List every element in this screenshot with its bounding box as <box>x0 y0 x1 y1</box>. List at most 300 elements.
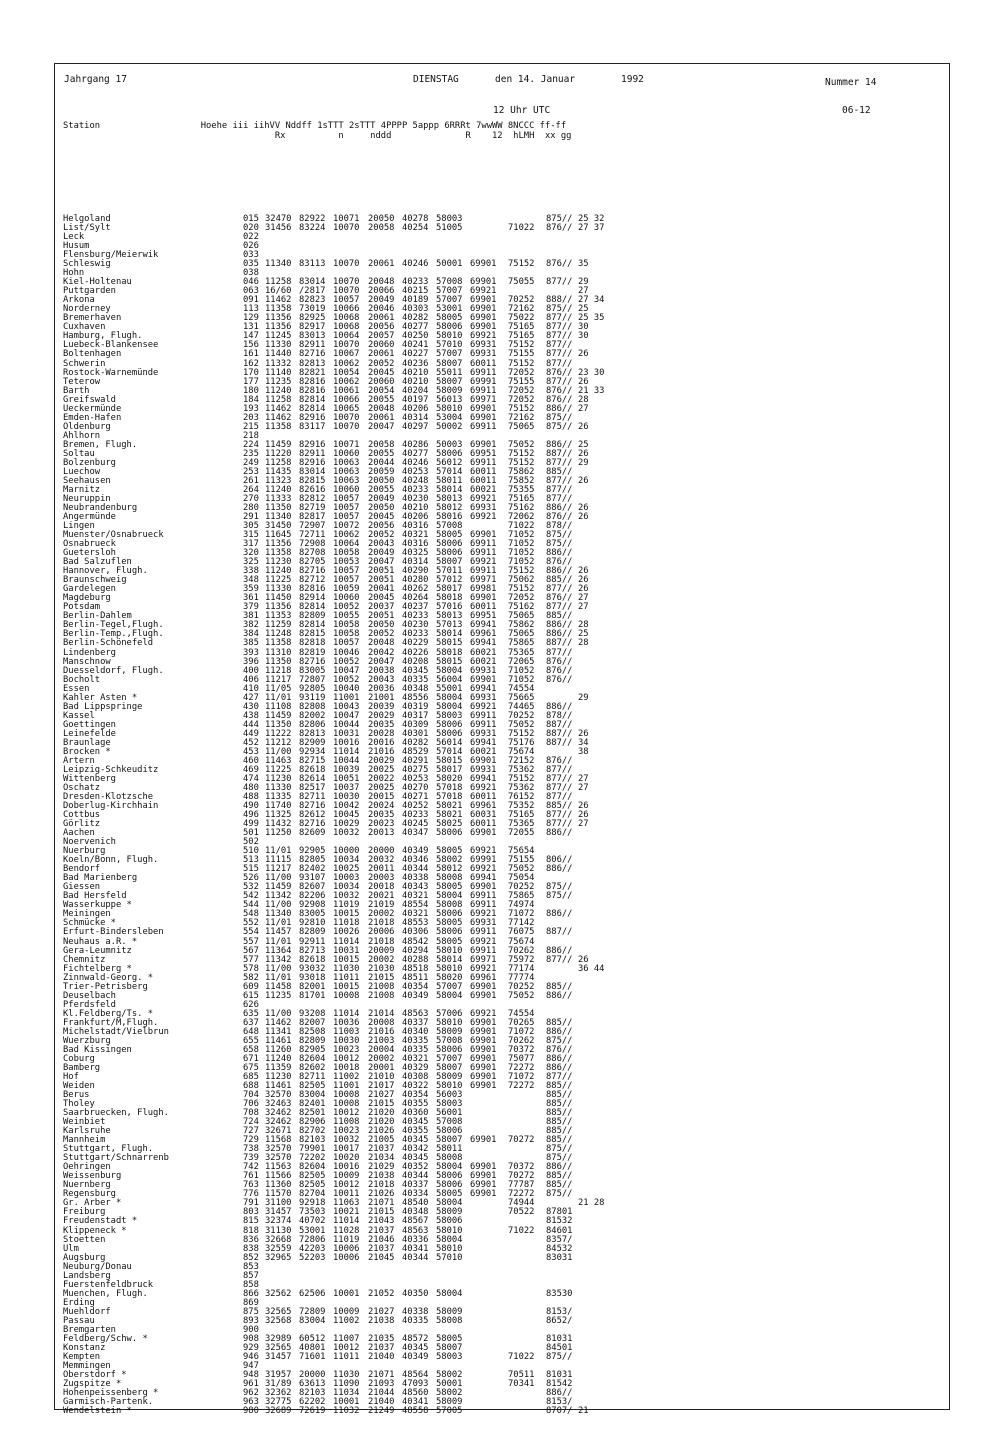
cell-1sTTT: 10044 <box>333 755 360 766</box>
cell-iii: 035 <box>243 259 259 270</box>
cell-5appp: 58006 <box>436 539 463 550</box>
cell-5appp: 50002 <box>436 421 463 432</box>
cell-iii: 020 <box>243 223 259 234</box>
cell-iihVV: 11310 <box>265 647 292 658</box>
cell-4PPPP: 40349 <box>402 990 429 1001</box>
cell-2sTTT: 20061 <box>368 412 395 423</box>
cell-7wwWW: 75152 <box>508 448 535 459</box>
cell-Nddff: 93107 <box>299 873 326 884</box>
cell-iii: 022 <box>243 232 259 243</box>
cell-2sTTT: 20008 <box>368 1017 395 1028</box>
cell-1sTTT: 10058 <box>333 629 360 640</box>
cell-iihVV: 11245 <box>265 331 292 342</box>
cell-2sTTT: 20048 <box>368 403 395 414</box>
cell-ff-ff: 26 <box>578 575 589 586</box>
cell-iii: 727 <box>243 1126 259 1137</box>
cell-station: Luebeck-Blankensee <box>63 340 159 351</box>
cell-station: Essen <box>63 683 90 694</box>
nummer: Nummer 14 <box>825 77 877 88</box>
cell-5appp: 58009 <box>436 1207 463 1218</box>
cell-iihVV: 11359 <box>265 1062 292 1073</box>
cell-Nddff: 82602 <box>299 1062 326 1073</box>
cell-Nddff: 83014 <box>299 466 326 477</box>
cell-iii: 026 <box>243 241 259 252</box>
cell-1sTTT: 10031 <box>333 945 360 956</box>
cell-6RRRt: 69901 <box>470 1053 497 1064</box>
cell-iii: 738 <box>243 1144 259 1155</box>
cell-4PPPP: 40233 <box>402 810 429 821</box>
cell-1sTTT: 10039 <box>333 764 360 775</box>
cell-7wwWW: 71052 <box>508 665 535 676</box>
cell-2sTTT: 20047 <box>368 421 395 432</box>
cell-8NCCC: 875// <box>546 1351 573 1362</box>
cell-iihVV: 31456 <box>265 223 292 234</box>
cell-station: Puttgarden <box>63 286 116 297</box>
cell-8NCCC: 81031 <box>546 1370 573 1380</box>
cell-5appp: 58009 <box>436 1397 463 1408</box>
cell-station: Rostock-Warnemünde <box>63 367 159 378</box>
cell-5appp: 58017 <box>436 584 463 595</box>
cell-5appp: 58008 <box>436 900 463 911</box>
cell-iii: 305 <box>243 521 259 532</box>
cell-5appp: 57012 <box>436 575 463 586</box>
cell-iii: 177 <box>243 376 259 387</box>
cell-station: Memmingen <box>63 1360 111 1371</box>
cell-7wwWW: 75052 <box>508 990 535 1001</box>
cell-5appp: 57007 <box>436 286 463 297</box>
cell-iihVV: 11250 <box>265 828 292 839</box>
cell-1sTTT: 10030 <box>333 1035 360 1046</box>
cell-station: Braunlage <box>63 737 111 748</box>
cell-station: Ulm <box>63 1243 79 1254</box>
cell-7wwWW: 71022 <box>508 223 535 234</box>
cell-6RRRt: 69901 <box>470 981 497 992</box>
cell-station: Manschnow <box>63 656 111 667</box>
cell-iihVV: 11360 <box>265 1180 292 1191</box>
cell-iii: 900 <box>243 1324 259 1335</box>
cell-1sTTT: 10045 <box>333 810 360 821</box>
cell-2sTTT: 20047 <box>368 557 395 568</box>
cell-iihVV: 32462 <box>265 1108 292 1119</box>
cell-ff-ff: 26 <box>578 801 589 812</box>
cell-iii: 253 <box>243 466 259 477</box>
cell-iii: 033 <box>243 250 259 261</box>
cell-iihVV: 31457 <box>265 1207 292 1218</box>
cell-iihVV: 11462 <box>265 1017 292 1028</box>
cell-5appp: 58004 <box>436 990 463 1001</box>
cell-5appp: 58004 <box>436 1162 463 1173</box>
cell-5appp: 55001 <box>436 683 463 694</box>
cell-iii: 818 <box>243 1225 259 1236</box>
cell-7wwWW: 70265 <box>508 1017 535 1028</box>
cell-6RRRt: 69901 <box>470 990 497 1001</box>
cell-4PPPP: 40229 <box>402 638 429 649</box>
cell-iihVV: 11230 <box>265 773 292 784</box>
cell-8NCCC: 81031 <box>546 1333 573 1344</box>
cell-station: Görlitz <box>63 819 101 830</box>
cell-2sTTT: 21037 <box>368 1144 395 1155</box>
cell-iii: 393 <box>243 647 259 658</box>
cell-5appp: 58016 <box>436 512 463 523</box>
cell-1sTTT: 11002 <box>333 1315 360 1326</box>
cell-station: Berlin-Schönefeld <box>63 638 154 649</box>
cell-iihVV: 11342 <box>265 891 292 902</box>
cell-Nddff: 92805 <box>299 683 326 694</box>
cell-Nddff: 72807 <box>299 674 326 685</box>
cell-iii: 427 <box>243 692 259 703</box>
cell-Nddff: 72711 <box>299 530 326 541</box>
cell-4PPPP: 40354 <box>402 1090 429 1101</box>
cell-station: Fichtelberg * <box>63 963 132 974</box>
cell-4PPPP: 40335 <box>402 1315 429 1326</box>
cell-4PPPP: 40337 <box>402 1180 429 1191</box>
cell-2sTTT: 20061 <box>368 259 395 270</box>
cell-Nddff: 82916 <box>299 412 326 423</box>
cell-iihVV: 11340 <box>265 259 292 270</box>
cell-iihVV: 11/01 <box>265 918 292 929</box>
cell-5appp: 58006 <box>436 828 463 839</box>
cell-station: Mannheim <box>63 1135 106 1146</box>
cell-1sTTT: 10062 <box>333 376 360 387</box>
cell-4PPPP: 40352 <box>402 1162 429 1173</box>
cell-iihVV: 11140 <box>265 367 292 378</box>
cell-station: Schmücke * <box>63 918 116 929</box>
cell-station: Frankfurt/M,Flugh. <box>63 1017 159 1028</box>
cell-5appp: 57008 <box>436 1035 463 1046</box>
cell-iihVV: 11212 <box>265 737 292 748</box>
cell-Nddff: 83004 <box>299 1315 326 1326</box>
cell-4PPPP: 40355 <box>402 1126 429 1137</box>
cell-2sTTT: 20052 <box>368 530 395 541</box>
cell-Nddff: 83117 <box>299 421 326 432</box>
cell-5appp: 58003 <box>436 710 463 721</box>
cell-1sTTT: 10060 <box>333 593 360 604</box>
cell-iii: 763 <box>243 1180 259 1191</box>
cell-station: Stoetten <box>63 1234 106 1245</box>
cell-iii: 776 <box>243 1189 259 1200</box>
cell-1sTTT: 10054 <box>333 367 360 378</box>
cell-8NCCC: 877// <box>546 647 573 658</box>
cell-2sTTT: 21015 <box>368 1207 395 1218</box>
cell-7wwWW: 75055 <box>508 277 535 288</box>
cell-4PPPP: 40210 <box>402 503 429 513</box>
cell-Nddff: 53001 <box>299 1225 326 1236</box>
cell-iii: 803 <box>243 1207 259 1218</box>
cell-iii: 496 <box>243 810 259 821</box>
cell-ff-ff: 21 28 <box>578 1198 605 1209</box>
cell-station: Arkona <box>63 295 95 306</box>
cell-Nddff: 82609 <box>299 828 326 839</box>
date: den 14. Januar <box>495 74 576 85</box>
cell-1sTTT: 10012 <box>333 1108 360 1119</box>
cell-iihVV: 32570 <box>265 1153 292 1164</box>
cell-iii: 685 <box>243 1071 259 1082</box>
cell-iihVV: 32463 <box>265 1099 292 1110</box>
cell-iihVV: 11358 <box>265 304 292 315</box>
cell-iihVV: 11225 <box>265 764 292 775</box>
cell-iihVV: 11323 <box>265 475 292 486</box>
cell-5appp: 58004 <box>436 692 463 703</box>
cell-8NCCC: 886// <box>546 1053 573 1064</box>
cell-7wwWW: 75362 <box>508 782 535 793</box>
cell-station: Pferdsfeld <box>63 999 116 1010</box>
cell-5appp: 58004 <box>436 1288 463 1299</box>
cell-iihVV: 11/01 <box>265 936 292 947</box>
cell-iii: 671 <box>243 1053 259 1064</box>
cell-5appp: 58010 <box>436 963 463 974</box>
cell-2sTTT: 20052 <box>368 629 395 640</box>
cell-6RRRt: 69901 <box>470 1035 497 1046</box>
cell-8NCCC: 875// <box>546 1153 573 1164</box>
cell-5appp: 58008 <box>436 1153 463 1164</box>
cell-5appp: 58010 <box>436 1017 463 1028</box>
cell-2sTTT: 21019 <box>368 900 395 911</box>
cell-8NCCC: 83530 <box>546 1288 573 1299</box>
cell-5appp: 58011 <box>436 475 463 486</box>
cell-5appp: 58009 <box>436 385 463 396</box>
cell-5appp: 58003 <box>436 1099 463 1110</box>
cell-iii: 582 <box>243 972 259 983</box>
cell-iihVV: 11645 <box>265 530 292 541</box>
cell-iii: 215 <box>243 421 259 432</box>
cell-6RRRt: 69961 <box>470 801 497 812</box>
cell-4PPPP: 40343 <box>402 882 429 893</box>
cell-4PPPP: 40280 <box>402 575 429 586</box>
cell-2sTTT: 20009 <box>368 945 395 956</box>
cell-iii: 249 <box>243 457 259 468</box>
cell-1sTTT: 11028 <box>333 1225 360 1236</box>
cell-5appp: 58014 <box>436 629 463 640</box>
cell-station: Potsdam <box>63 602 101 613</box>
cell-6RRRt: 69901 <box>470 304 497 315</box>
cell-8NCCC: 875// <box>546 214 573 224</box>
cell-5appp: 58010 <box>436 1081 463 1091</box>
cell-4PPPP: 40271 <box>402 792 429 802</box>
cell-4PPPP: 40342 <box>402 1144 429 1155</box>
cell-4PPPP: 48518 <box>402 963 429 974</box>
cell-4PPPP: 40345 <box>402 665 429 676</box>
cell-ff-ff: 25 32 <box>578 214 605 224</box>
cell-6RRRt: 69911 <box>470 566 497 577</box>
cell-Nddff: 82806 <box>299 719 326 730</box>
cell-iii: 162 <box>243 358 259 369</box>
cell-8NCCC: 877// <box>546 322 573 333</box>
cell-Nddff: 82612 <box>299 810 326 821</box>
cell-5appp: 58005 <box>436 1189 463 1200</box>
cell-7wwWW: 70341 <box>508 1379 535 1390</box>
cell-4PPPP: 48563 <box>402 1008 429 1019</box>
cell-6RRRt: 69951 <box>470 448 497 459</box>
cell-station: Emden-Hafen <box>63 412 122 423</box>
cell-6RRRt: 69941 <box>470 737 497 748</box>
cell-station: Cottbus <box>63 810 101 821</box>
cell-iii: 578 <box>243 963 259 974</box>
cell-2sTTT: 20039 <box>368 701 395 712</box>
cell-station: Leinefelde <box>63 728 116 739</box>
cell-6RRRt: 60011 <box>470 466 497 477</box>
cell-iii: 193 <box>243 403 259 414</box>
cell-4PPPP: 48529 <box>402 746 429 757</box>
cell-2sTTT: 20015 <box>368 792 395 802</box>
cell-station: Weissenburg <box>63 1171 122 1182</box>
cell-Nddff: /2817 <box>299 286 326 297</box>
cell-iii: 648 <box>243 1026 259 1037</box>
cell-2sTTT: 21029 <box>368 1162 395 1173</box>
cell-2sTTT: 20011 <box>368 864 395 875</box>
cell-iii: 203 <box>243 412 259 423</box>
cell-8NCCC: 877// <box>546 475 573 486</box>
cell-iii: 320 <box>243 548 259 559</box>
cell-iii: 338 <box>243 566 259 577</box>
cell-ff-ff: 30 <box>578 322 589 333</box>
cell-2sTTT: 20032 <box>368 855 395 866</box>
cell-station: Berus <box>63 1090 90 1101</box>
cell-iihVV: 11/00 <box>265 900 292 911</box>
cell-station: Ahlhorn <box>63 430 101 441</box>
cell-iihVV: 11341 <box>265 1026 292 1037</box>
cell-iii: 410 <box>243 683 259 694</box>
cell-1sTTT: 10012 <box>333 1342 360 1353</box>
cell-5appp: 58025 <box>436 819 463 830</box>
cell-station: Teterow <box>63 376 101 387</box>
cell-5appp: 57008 <box>436 1117 463 1128</box>
cell-1sTTT: 10046 <box>333 647 360 658</box>
cell-7wwWW: 70272 <box>508 1171 535 1182</box>
cell-2sTTT: 20049 <box>368 548 395 559</box>
cell-8NCCC: 876// <box>546 674 573 685</box>
cell-2sTTT: 20061 <box>368 349 395 360</box>
cell-iihVV: 11/00 <box>265 746 292 757</box>
cell-4PPPP: 47093 <box>402 1379 429 1390</box>
cell-iihVV: 11350 <box>265 719 292 730</box>
cell-station: Guetersloh <box>63 548 116 559</box>
cell-4PPPP: 40262 <box>402 584 429 595</box>
cell-station: Hamburg, Flugh. <box>63 331 143 342</box>
cell-2sTTT: 21071 <box>368 1370 395 1380</box>
cell-iihVV: 31130 <box>265 1225 292 1236</box>
cell-2sTTT: 20025 <box>368 782 395 793</box>
cell-ff-ff: 25 <box>578 629 589 640</box>
cell-Nddff: 82001 <box>299 981 326 992</box>
cell-1sTTT: 10043 <box>333 701 360 712</box>
cell-iihVV: 31457 <box>265 1351 292 1362</box>
cell-iii: 815 <box>243 1216 259 1227</box>
cell-iihVV: 11353 <box>265 611 292 622</box>
cell-1sTTT: 10001 <box>333 1397 360 1408</box>
cell-iihVV: 11461 <box>265 1081 292 1091</box>
cell-7wwWW: 72152 <box>508 755 535 766</box>
cell-4PPPP: 40208 <box>402 656 429 667</box>
cell-Nddff: 82604 <box>299 1162 326 1173</box>
cell-Nddff: 40702 <box>299 1216 326 1227</box>
cell-7wwWW: 70372 <box>508 1044 535 1055</box>
cell-station: Bremerhaven <box>63 313 122 324</box>
cell-iii: 544 <box>243 900 259 911</box>
cell-8NCCC: 8153/ <box>546 1306 573 1317</box>
cell-2sTTT: 20043 <box>368 539 395 550</box>
cell-7wwWW: 75665 <box>508 692 535 703</box>
cell-station: Cuxhaven <box>63 322 106 333</box>
cell-4PPPP: 40344 <box>402 1171 429 1182</box>
cell-iii: 224 <box>243 439 259 450</box>
cell-iii: 063 <box>243 286 259 297</box>
cell-station: Wendelstein * <box>63 1406 132 1417</box>
cell-1sTTT: 10068 <box>333 322 360 333</box>
cell-4PPPP: 48563 <box>402 1225 429 1236</box>
cell-5appp: 57018 <box>436 782 463 793</box>
cell-iii: 532 <box>243 882 259 893</box>
cell-station: Boltenhagen <box>63 349 122 360</box>
cell-2sTTT: 20061 <box>368 313 395 324</box>
cell-7wwWW: 76075 <box>508 927 535 938</box>
cell-4PPPP: 40301 <box>402 728 429 739</box>
cell-station: Saarbruecken, Flugh. <box>63 1108 169 1119</box>
cell-1sTTT: 10060 <box>333 448 360 459</box>
cell-6RRRt: 69901 <box>470 1017 497 1028</box>
cell-iii: 264 <box>243 484 259 495</box>
cell-station: Osnabrueck <box>63 539 116 550</box>
cell-8NCCC: 876// <box>546 656 573 667</box>
cell-4PPPP: 48567 <box>402 1216 429 1227</box>
cell-4PPPP: 40250 <box>402 331 429 342</box>
cell-1sTTT: 10020 <box>333 1153 360 1164</box>
cell-5appp: 58002 <box>436 1388 463 1399</box>
cell-8NCCC: 877// <box>546 376 573 387</box>
cell-2sTTT: 20004 <box>368 1044 395 1055</box>
cell-station: Luechow <box>63 466 101 477</box>
cell-1sTTT: 10037 <box>333 782 360 793</box>
cell-iihVV: 31/89 <box>265 1379 292 1390</box>
cell-7wwWW: 70262 <box>508 1035 535 1046</box>
cell-iihVV: 11356 <box>265 539 292 550</box>
cell-5appp: 57007 <box>436 349 463 360</box>
cell-8NCCC: 877// <box>546 484 573 495</box>
cell-iii: 452 <box>243 737 259 748</box>
cell-2sTTT: 21005 <box>368 1135 395 1146</box>
cell-6RRRt: 69901 <box>470 403 497 414</box>
cell-7wwWW: 75165 <box>508 322 535 333</box>
cell-1sTTT: 10057 <box>333 638 360 649</box>
cell-Nddff: 83113 <box>299 259 326 270</box>
cell-2sTTT: 21026 <box>368 1189 395 1200</box>
cell-iihVV: 11340 <box>265 512 292 523</box>
cell-Nddff: 63613 <box>299 1379 326 1390</box>
cell-1sTTT: 10070 <box>333 259 360 270</box>
cell-iii: 385 <box>243 638 259 649</box>
cell-station: Koeln/Bonn, Flugh. <box>63 855 159 866</box>
cell-iii: 577 <box>243 954 259 965</box>
cell-iihVV: 32565 <box>265 1342 292 1353</box>
cell-7wwWW: 71072 <box>508 909 535 920</box>
cell-Nddff: 92810 <box>299 918 326 929</box>
cell-1sTTT: 10009 <box>333 1171 360 1182</box>
cell-2sTTT: 20049 <box>368 493 395 504</box>
cell-8NCCC: 885// <box>546 466 573 477</box>
cell-5appp: 58020 <box>436 773 463 784</box>
cell-iii: 400 <box>243 665 259 676</box>
cell-4PPPP: 40277 <box>402 448 429 459</box>
cell-station: Braunschweig <box>63 575 127 586</box>
cell-2sTTT: 21037 <box>368 1342 395 1353</box>
cell-2sTTT: 20050 <box>368 214 395 224</box>
cell-2sTTT: 21003 <box>368 1035 395 1046</box>
cell-iii: 038 <box>243 268 259 279</box>
cell-5appp: 58009 <box>436 1071 463 1082</box>
cell-2sTTT: 20051 <box>368 611 395 622</box>
cell-7wwWW: 71052 <box>508 539 535 550</box>
cell-Nddff: 82716 <box>299 349 326 360</box>
cell-Nddff: 82713 <box>299 945 326 956</box>
